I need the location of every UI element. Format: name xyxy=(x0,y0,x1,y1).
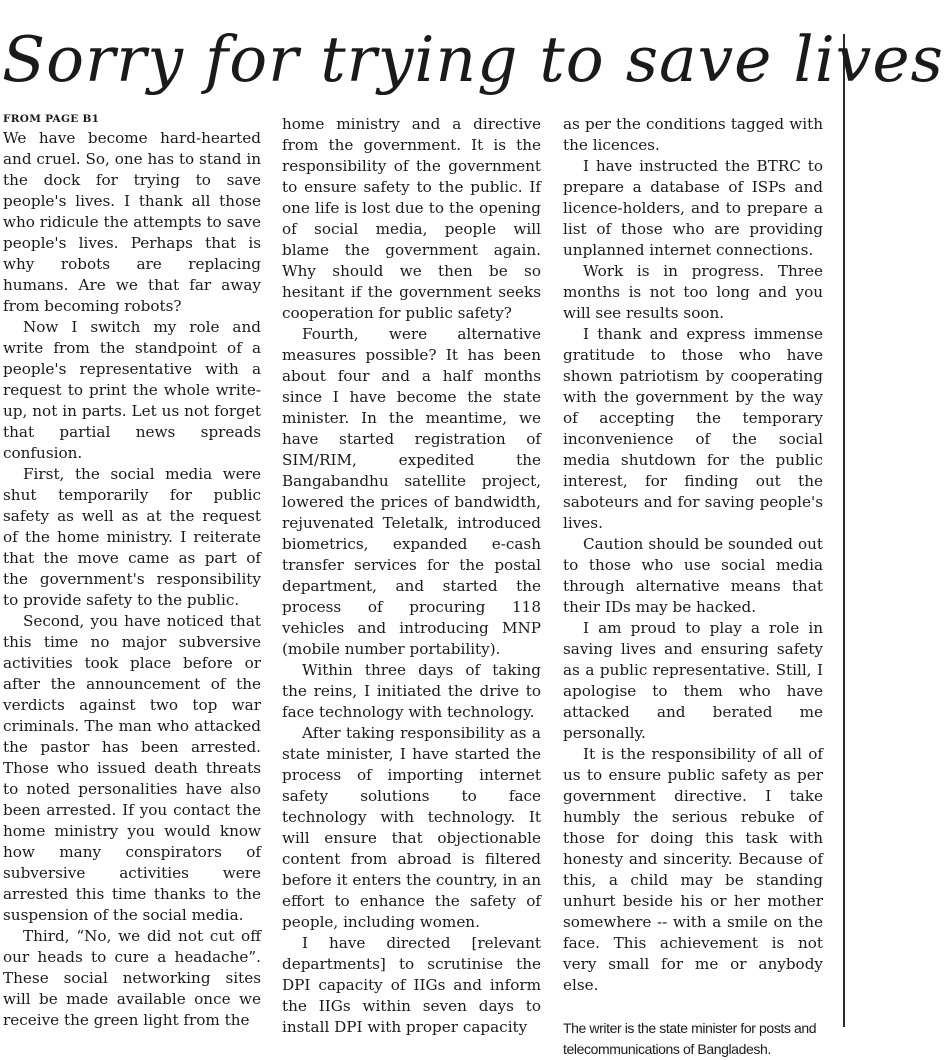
paragraph: Second, you have noticed that this time no major subversive activities took place before or after the announcement of the verdicts against two top war criminals. The man who attacked the pastor has been arrested. Those who issued death threats to noted personalities have also been arrested. If you contact the home ministry you would know how many conspirators of subversive activities were arrested this time thanks to the suspension of the social media. xyxy=(3,612,261,924)
column-rule xyxy=(843,34,845,1027)
paragraph: It is the responsibility of all of us to ensure public safety as per government directive. I take humbly the serious rebuke of those for doing this task with honesty and sincerity. Because of this, a child may be standing unhurt beside his or her mother somewhere -- with a smile on the face. This achievement is not very small for me or anybody else. xyxy=(563,745,823,994)
paragraph: I have directed [relevant departments] to scrutinise the DPI capacity of IIGs and inform the IIGs within seven days to install DPI with proper capacity xyxy=(282,934,541,1036)
paragraph: Work is in progress. Three months is not too long and you will see results soon. xyxy=(563,262,823,322)
article-column-2 xyxy=(282,114,541,1038)
article-column-3 xyxy=(563,114,823,1060)
paragraph: Caution should be sounded out to those who use social media through alternative means that their IDs may be hacked. xyxy=(563,535,823,616)
headline: Sorry for trying to save lives xyxy=(2,23,944,96)
paragraph: I thank and express immense gratitude to those who have shown patriotism by cooperating with the government by the way of accepting the temporary inconvenience of the social media shutdown for the public interest, for finding out the saboteurs and for saving people's lives. xyxy=(563,325,823,532)
article-column-1 xyxy=(3,113,261,1031)
paragraph: After taking responsibility as a state minister, I have started the process of importing internet safety solutions to face technology with technology. It will ensure that objectionable content from abroad is filtered before it enters the country, in an effort to enhance the safety of people, including women. xyxy=(282,724,541,931)
author-note: The writer is the state minister for posts and telecommunications of Bangladesh. xyxy=(563,1020,817,1057)
paragraph: Now I switch my role and write from the standpoint of a people's representative with a request to print the whole write-up, not in parts. Let us not forget that partial news spreads confusion. xyxy=(3,318,261,462)
paragraph: I am proud to play a role in saving lives and ensuring safety as a public representative. Still, I apologise to them who have attacked and berated me personally. xyxy=(563,619,823,742)
paragraph: We have become hard-hearted and cruel. So, one has to stand in the dock for trying to save people's lives. I thank all those who ridicule the attempts to save people's lives. Perhaps that is why robots are replacing humans. Are we that far away from becoming robots? xyxy=(3,129,261,315)
paragraph: as per the conditions tagged with the licences. xyxy=(563,115,823,154)
paragraph: home ministry and a directive from the government. It is the responsibility of the government to ensure safety to the public. If one life is lost due to the opening of social media, people will blame the government again. Why should we then be so hesitant if the government seeks cooperation for public safety? xyxy=(282,115,541,322)
continued-from-label: FROM PAGE B1 xyxy=(3,113,100,125)
paragraph: Fourth, were alternative measures possible? It has been about four and a half months since I have become the state minister. In the meantime, we have started registration of SIM/RIM, expedited the Bangabandhu satellite project, lowered the prices of bandwidth, rejuvenated Teletalk, introduced biometrics, expanded e-cash transfer services for the postal department, and started the process of procuring 118 vehicles and introducing MNP (mobile number portability). xyxy=(282,325,541,658)
paragraph: First, the social media were shut temporarily for public safety as well as at the request of the home ministry. I reiterate that the move came as part of the government's responsibility to provide safety to the public. xyxy=(3,465,261,609)
paragraph: I have instructed the BTRC to prepare a database of ISPs and licence-holders, and to prepare a list of those who are providing unplanned internet connections. xyxy=(563,157,823,259)
paragraph: Third, “No, we did not cut off our heads to cure a headache”. These social networking sites will be made available once we receive the green light from the xyxy=(3,927,261,1029)
paragraph: Within three days of taking the reins, I initiated the drive to face technology with technology. xyxy=(282,661,541,721)
